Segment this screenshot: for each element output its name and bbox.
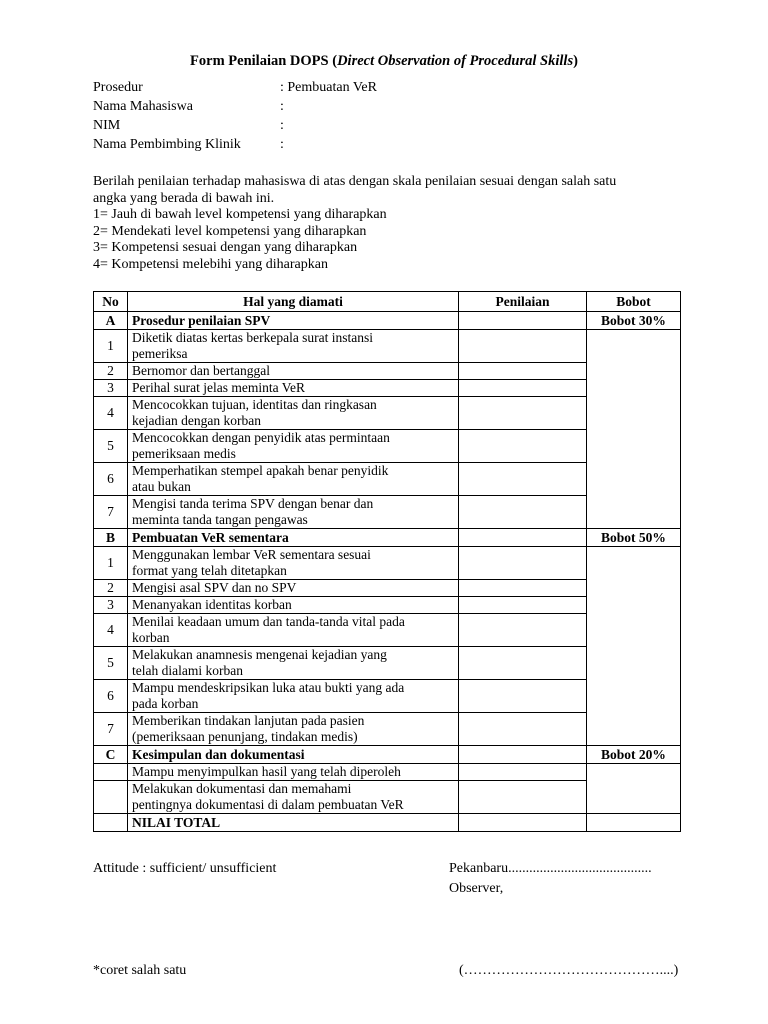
score-cell[interactable] bbox=[459, 764, 587, 781]
score-cell[interactable] bbox=[459, 529, 587, 547]
field-label-nama-mahasiswa: Nama Mahasiswa bbox=[93, 99, 193, 114]
header-item: Hal yang diamati bbox=[128, 292, 459, 312]
weight-cell bbox=[587, 547, 681, 746]
section-title: Pembuatan VeR sementara bbox=[128, 529, 459, 547]
item-line: Memberikan tindakan lanjutan pada pasien bbox=[132, 713, 365, 728]
item-no: 5 bbox=[94, 430, 128, 463]
item-no bbox=[94, 781, 128, 814]
footnote: *coret salah satu bbox=[93, 963, 187, 978]
total-label: NILAI TOTAL bbox=[128, 814, 459, 832]
item-line: Menilai keadaan umum dan tanda-tanda vital pada bbox=[132, 614, 405, 629]
scale-4: 4= Kompetensi melebihi yang diharapkan bbox=[93, 257, 328, 272]
header-weight: Bobot bbox=[587, 292, 681, 312]
item-no bbox=[94, 764, 128, 781]
item-text bbox=[128, 614, 459, 647]
weight-cell bbox=[587, 764, 681, 814]
item-line: atau bukan bbox=[132, 479, 191, 494]
scale-3: 3= Kompetensi sesuai dengan yang diharapkan bbox=[93, 240, 358, 255]
score-cell[interactable] bbox=[459, 363, 587, 380]
score-cell[interactable] bbox=[459, 680, 587, 713]
item-no: 5 bbox=[94, 647, 128, 680]
item-line: Diketik diatas kertas berkepala surat instansi bbox=[132, 330, 374, 345]
score-cell[interactable] bbox=[459, 397, 587, 430]
item-line: pemeriksaan medis bbox=[132, 446, 236, 461]
scale-1: 1= Jauh di bawah level kompetensi yang diharapkan bbox=[93, 207, 387, 222]
instruction-line-1: Berilah penilaian terhadap mahasiswa di atas dengan skala penilaian sesuai dengan salah satu bbox=[93, 174, 617, 189]
item-no: 2 bbox=[94, 580, 128, 597]
item-no: 4 bbox=[94, 397, 128, 430]
item-no: 3 bbox=[94, 597, 128, 614]
item-line: pada korban bbox=[132, 696, 199, 711]
score-cell[interactable] bbox=[459, 380, 587, 397]
item-line: (pemeriksaan penunjang, tindakan medis) bbox=[132, 729, 358, 744]
score-cell[interactable] bbox=[459, 597, 587, 614]
item-line: telah dialami korban bbox=[132, 663, 243, 678]
header-score: Penilaian bbox=[459, 292, 587, 312]
item-line: kejadian dengan korban bbox=[132, 413, 261, 428]
item-line: Memperhatikan stempel apakah benar penyidik bbox=[132, 463, 389, 478]
section-c-row bbox=[94, 746, 681, 764]
item-text bbox=[128, 647, 459, 680]
item-no: 6 bbox=[94, 680, 128, 713]
item-line: format yang telah ditetapkan bbox=[132, 563, 287, 578]
score-cell[interactable] bbox=[459, 614, 587, 647]
item-line: Mencocokkan tujuan, identitas dan ringkasan bbox=[132, 397, 377, 412]
section-weight: Bobot 30% bbox=[587, 312, 681, 330]
form-title: Form Penilaian DOPS (Direct Observation of Procedural Skills) bbox=[190, 53, 578, 69]
field-label-nim: NIM bbox=[93, 118, 121, 133]
score-cell[interactable] bbox=[459, 312, 587, 330]
item-text bbox=[128, 713, 459, 746]
section-weight: Bobot 50% bbox=[587, 529, 681, 547]
signature-line: (……………………………………....) bbox=[459, 963, 679, 978]
section-code: A bbox=[94, 312, 128, 330]
item-text bbox=[128, 547, 459, 580]
item-no: 1 bbox=[94, 547, 128, 580]
item-no: 2 bbox=[94, 363, 128, 380]
section-weight: Bobot 20% bbox=[587, 746, 681, 764]
item-line: Melakukan anamnesis mengenai kejadian yang bbox=[132, 647, 387, 662]
scale-2: 2= Mendekati level kompetensi yang diharapkan bbox=[93, 224, 367, 239]
field-label-prosedur: Prosedur bbox=[93, 80, 143, 95]
score-cell[interactable] bbox=[459, 580, 587, 597]
total-weight-cell bbox=[587, 814, 681, 832]
score-cell[interactable] bbox=[459, 746, 587, 764]
section-b-row bbox=[94, 529, 681, 547]
item-text bbox=[128, 330, 459, 363]
item-text: Bernomor dan bertanggal bbox=[128, 363, 459, 380]
item-no: 4 bbox=[94, 614, 128, 647]
section-title: Prosedur penilaian SPV bbox=[128, 312, 459, 330]
item-line: pentingnya dokumentasi di dalam pembuatan VeR bbox=[132, 797, 404, 812]
score-cell[interactable] bbox=[459, 430, 587, 463]
item-text: Menanyakan identitas korban bbox=[128, 597, 459, 614]
attitude-text: Attitude : sufficient/ unsufficient bbox=[93, 861, 277, 876]
table-row bbox=[94, 764, 681, 781]
item-text bbox=[128, 781, 459, 814]
field-value-nama-mahasiswa: : bbox=[280, 99, 284, 114]
table-row bbox=[94, 330, 681, 363]
item-no: 1 bbox=[94, 330, 128, 363]
item-text bbox=[128, 397, 459, 430]
header-no: No bbox=[94, 292, 128, 312]
total-no-cell bbox=[94, 814, 128, 832]
field-value-nim: : bbox=[280, 118, 284, 133]
table-header-row bbox=[94, 292, 681, 312]
item-text: Mengisi asal SPV dan no SPV bbox=[128, 580, 459, 597]
item-line: Mencocokkan dengan penyidik atas permintaan bbox=[132, 430, 390, 445]
item-line: korban bbox=[132, 630, 170, 645]
score-cell[interactable] bbox=[459, 713, 587, 746]
section-title: Kesimpulan dan dokumentasi bbox=[128, 746, 459, 764]
field-value-pembimbing: : bbox=[280, 137, 284, 152]
score-cell[interactable] bbox=[459, 330, 587, 363]
total-row bbox=[94, 814, 681, 832]
observer-label: Observer, bbox=[449, 881, 504, 896]
item-line: pemeriksa bbox=[132, 346, 188, 361]
instruction-line-2: angka yang berada di bawah ini. bbox=[93, 191, 275, 206]
section-a-row bbox=[94, 312, 681, 330]
item-text: Mampu menyimpulkan hasil yang telah diperoleh bbox=[128, 764, 459, 781]
total-score-cell[interactable] bbox=[459, 814, 587, 832]
item-no: 7 bbox=[94, 713, 128, 746]
item-line: meminta tanda tangan pengawas bbox=[132, 512, 308, 527]
item-line: Menggunakan lembar VeR sementara sesuai bbox=[132, 547, 371, 562]
score-cell[interactable] bbox=[459, 463, 587, 496]
table-row bbox=[94, 547, 681, 580]
section-code: B bbox=[94, 529, 128, 547]
item-no: 3 bbox=[94, 380, 128, 397]
weight-cell bbox=[587, 330, 681, 529]
item-text bbox=[128, 496, 459, 529]
item-text bbox=[128, 430, 459, 463]
assessment-table bbox=[93, 291, 681, 832]
item-no: 7 bbox=[94, 496, 128, 529]
item-text bbox=[128, 680, 459, 713]
score-cell[interactable] bbox=[459, 781, 587, 814]
place-date-line: Pekanbaru......................................... bbox=[449, 861, 652, 876]
item-no: 6 bbox=[94, 463, 128, 496]
field-value-prosedur: : Pembuatan VeR bbox=[280, 80, 377, 95]
item-line: Mampu mendeskripsikan luka atau bukti yang ada bbox=[132, 680, 405, 695]
item-line: Mengisi tanda terima SPV dengan benar dan bbox=[132, 496, 374, 511]
item-line: Melakukan dokumentasi dan memahami bbox=[132, 781, 352, 796]
item-text bbox=[128, 463, 459, 496]
field-label-pembimbing: Nama Pembimbing Klinik bbox=[93, 137, 241, 152]
score-cell[interactable] bbox=[459, 647, 587, 680]
item-text: Perihal surat jelas meminta VeR bbox=[128, 380, 459, 397]
section-code: C bbox=[94, 746, 128, 764]
score-cell[interactable] bbox=[459, 496, 587, 529]
score-cell[interactable] bbox=[459, 547, 587, 580]
